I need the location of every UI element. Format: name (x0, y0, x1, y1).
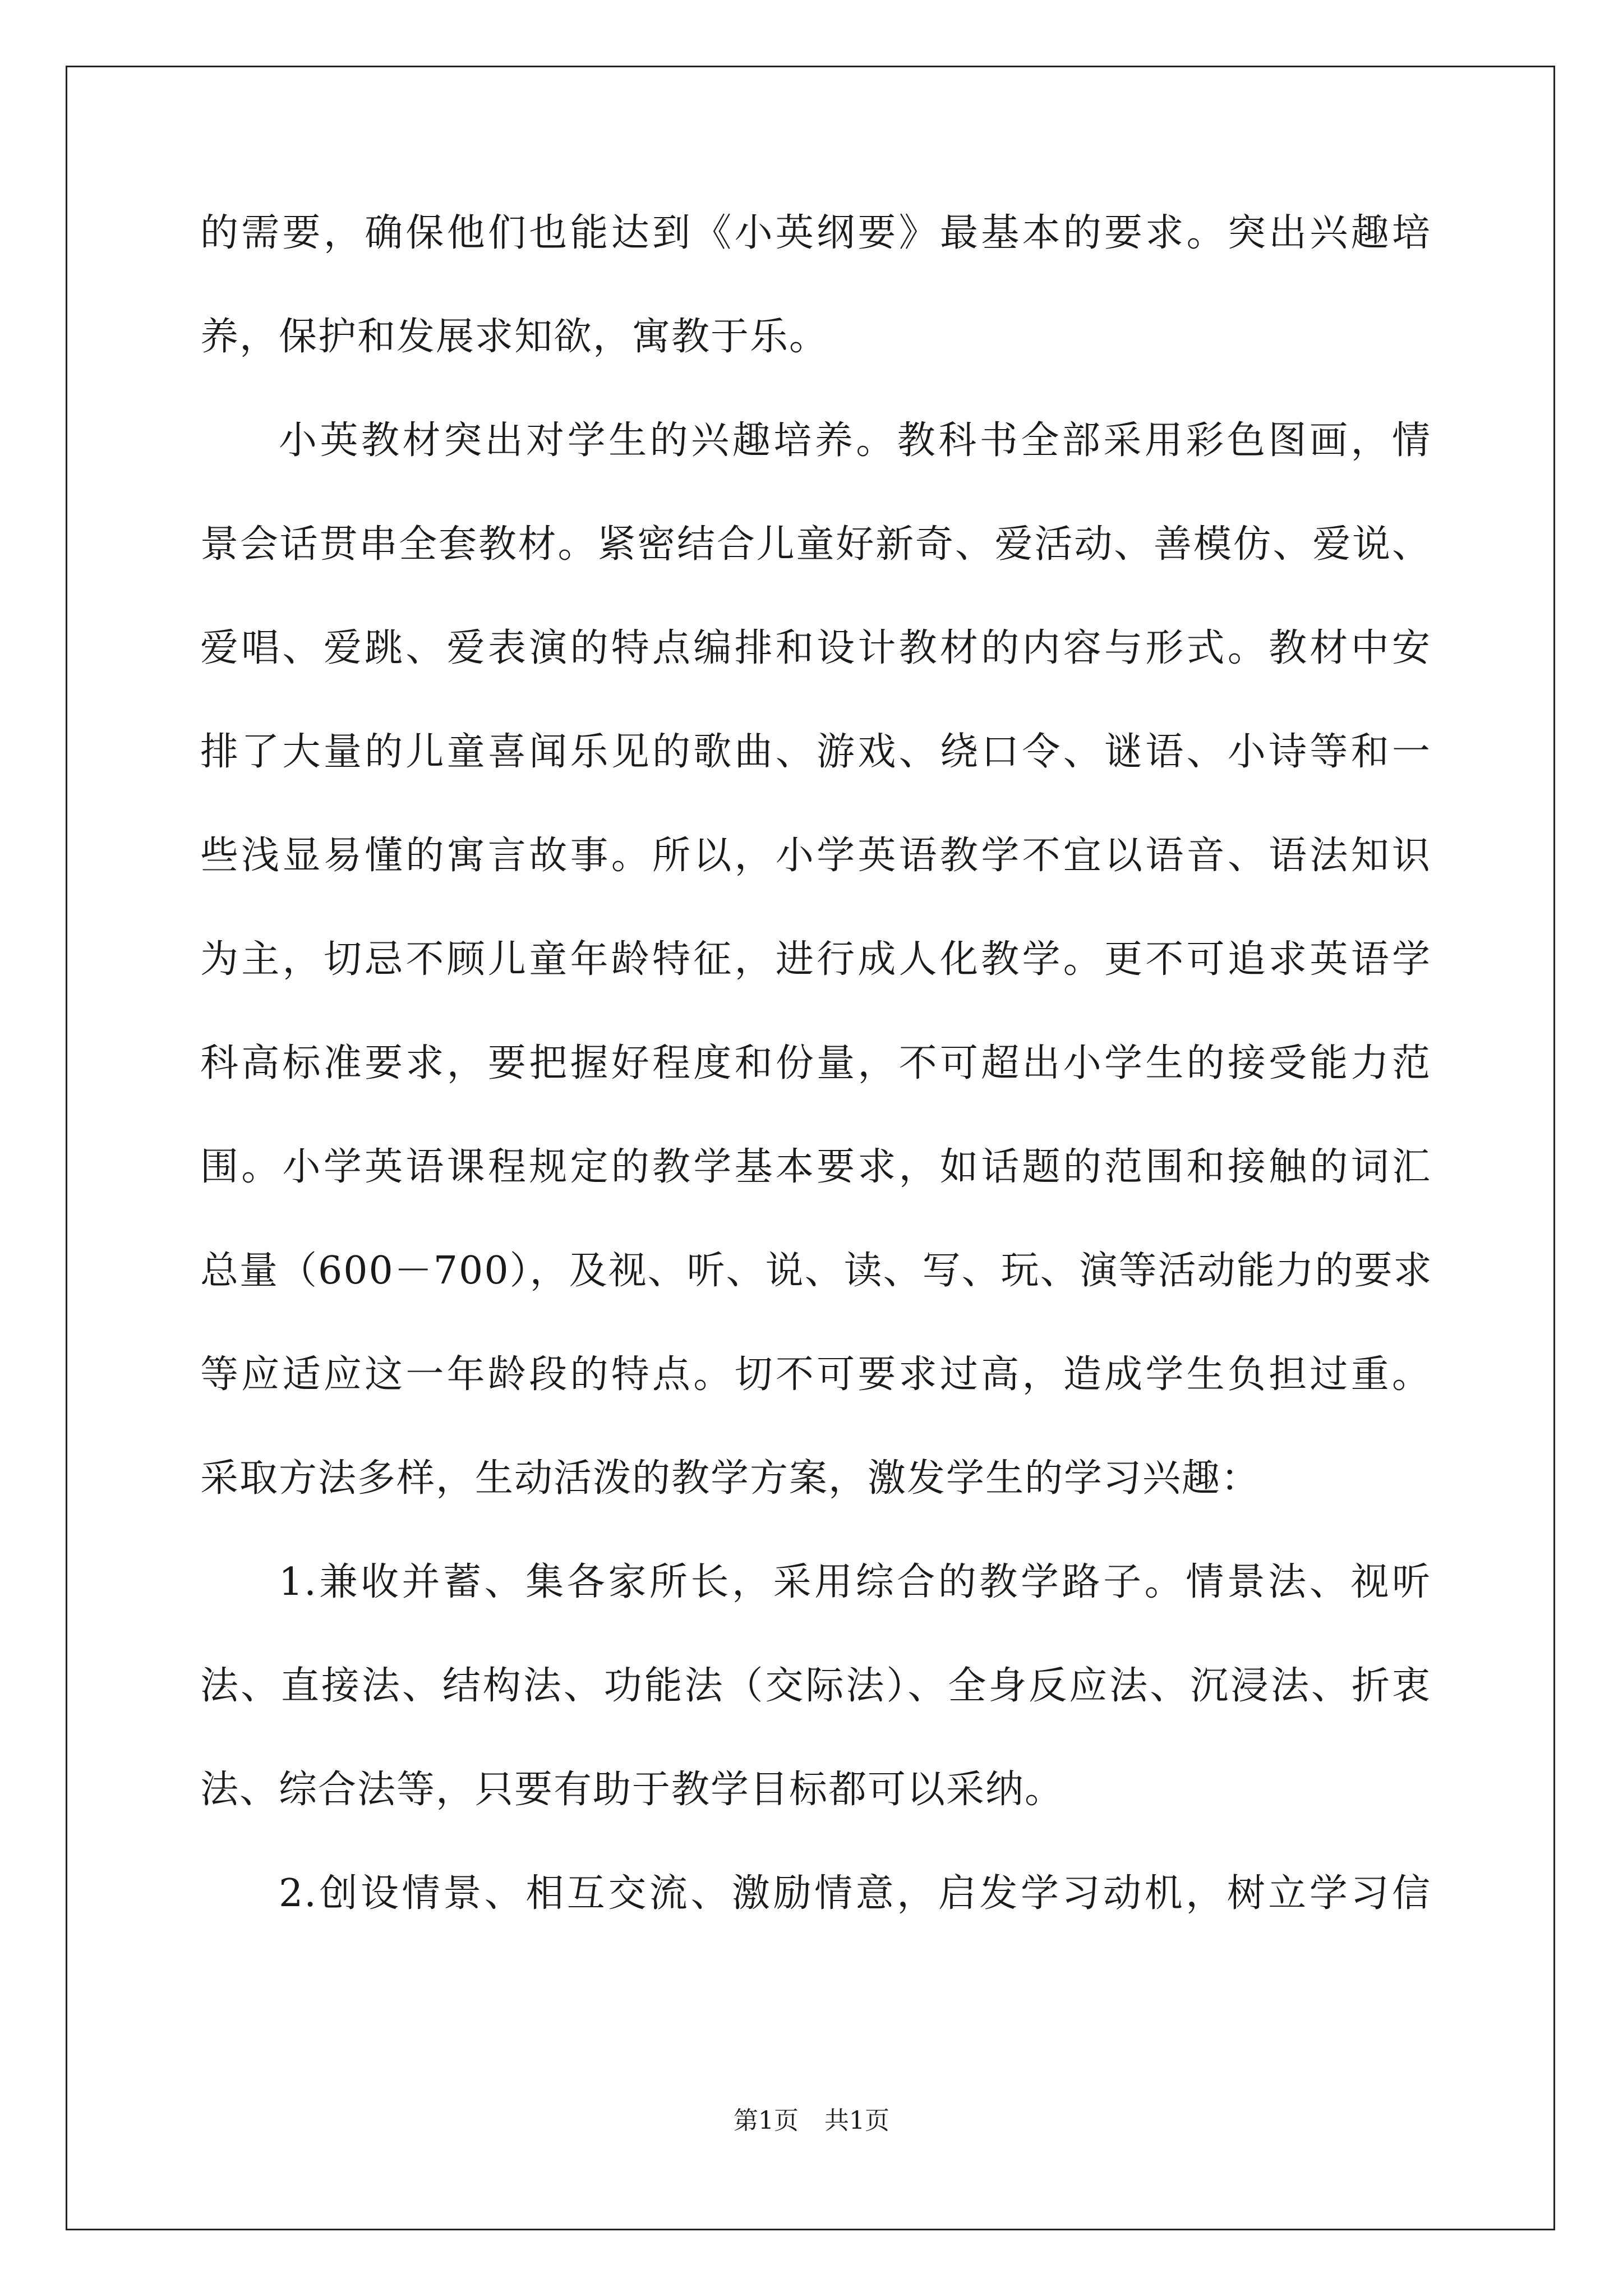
page-count: 共1页 (824, 2106, 889, 2135)
page-number: 第1页 (734, 2106, 799, 2135)
document-body (200, 208, 1431, 1920)
text-line: 总量（600－700），及视、听、说、读、写、玩、演等活动能力的要求 (200, 1249, 1433, 1293)
text-line: 景会话贯串全套教材。紧密结合儿童好新奇、爱活动、善模仿、爱说、 (200, 522, 1431, 567)
text-line: 法、直接法、结构法、功能法（交际法）、全身反应法、沉浸法、折衷 (200, 1664, 1431, 1708)
text-line: 养，保护和发展求知欲，寓教于乐。 (200, 315, 829, 359)
list-item-1-line: 1.兼收并蓄、集各家所长，采用综合的教学路子。情景法、视听 (279, 1560, 1431, 1604)
text-line: 法、综合法等，只要有助于教学目标都可以采纳。 (200, 1768, 1064, 1812)
list-item-2-line: 2.创设情景、相互交流、激励情意，启发学习动机，树立学习信 (279, 1871, 1431, 1916)
text-line: 科高标准要求，要把握好程度和份量，不可超出小学生的接受能力范 (200, 1041, 1431, 1085)
text-line: 排了大量的儿童喜闻乐见的歌曲、游戏、绕口令、谜语、小诗等和一 (200, 730, 1431, 774)
paragraph-start-line: 小英教材突出对学生的兴趣培养。教科书全部采用彩色图画，情 (279, 418, 1431, 463)
page-footer (0, 2105, 1623, 2137)
text-line: 为主，切忌不顾儿童年龄特征，进行成人化教学。更不可追求英语学 (200, 937, 1431, 982)
text-line: 爱唱、爱跳、爱表演的特点编排和设计教材的内容与形式。教材中安 (200, 626, 1431, 670)
text-line: 采取方法多样，生动活泼的教学方案，激发学生的学习兴趣： (200, 1456, 1261, 1501)
text-line: 些浅显易懂的寓言故事。所以，小学英语教学不宜以语音、语法知识 (200, 834, 1431, 878)
text-line: 围。小学英语课程规定的教学基本要求，如话题的范围和接触的词汇 (200, 1145, 1431, 1189)
text-line: 的需要，确保他们也能达到《小英纲要》最基本的要求。突出兴趣培 (200, 211, 1431, 255)
text-line: 等应适应这一年龄段的特点。切不可要求过高，造成学生负担过重。 (200, 1352, 1431, 1397)
